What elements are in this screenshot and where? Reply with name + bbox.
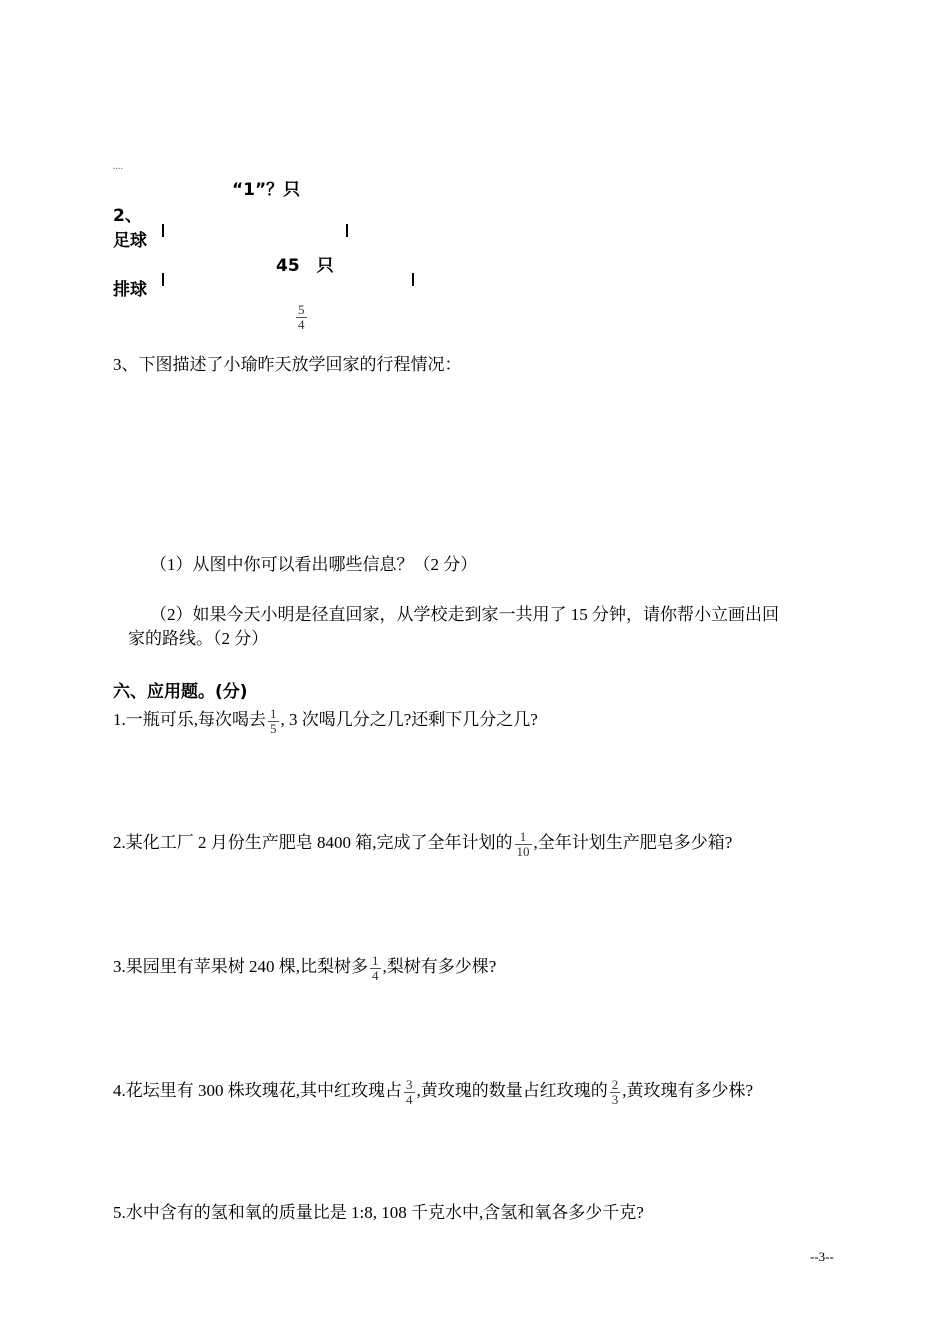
diagram-fraction: $\frac{5}{4}$ [298,302,305,332]
problem-4: 4.花坛里有 300 株玫瑰花,其中红玫瑰占 $\frac{3}{4}$ ,黄玫瑰的数量占红玫瑰的 $\frac{2}{3}$ ,黄玫瑰有多少株? [113,1076,754,1107]
football-end-tick [346,224,348,237]
fraction: $\frac{1}{5}$ [270,705,277,736]
question-3-sub1: （1）从图中你可以看出哪些信息？（2 分） [150,555,478,574]
football-label: 足球 [113,231,147,251]
fraction: $\frac{2}{3}$ [611,1076,619,1107]
problem-2: 2.某化工厂 2 月份生产肥皂 8400 箱,完成了全年计划的 $\frac{1}{10}$ ,全年计划生产肥皂多少箱? [113,828,733,859]
volleyball-label: 排球 [113,280,147,300]
football-start-tick [162,224,164,237]
problem-1: 1.一瓶可乐,每次喝去 $\frac{1}{5}$ , 3 次喝几分之几?还剩下几分之几? [113,705,538,736]
problem-3: 3.果园里有苹果树 240 棵,比梨树多 $\frac{1}{4}$ ,梨树有多少棵? [113,952,497,983]
question-3-sub2-line1: （2）如果今天小明是径直回家，从学校走到家一共用了 15 分钟，请你帮小立画出回 [150,605,779,624]
fraction: $\frac{1}{10}$ [516,828,530,859]
dot-mark: .... [113,161,123,172]
question-3-title: 3、下图描述了小瑜昨天放学回家的行程情况： [113,355,462,374]
fraction: $\frac{3}{4}$ [406,1076,413,1107]
question-3-sub2-line2: 家的路线。（2 分） [128,629,269,648]
page-number: --3-- [810,1249,834,1264]
problem-5: 5.水中含有的氢和氧的质量比是 1:8, 108 千克水中,含氢和氧各多少千克? [113,1203,644,1222]
diagram-mid-label: 45 只 [276,256,334,276]
question-2-label: 2、 [113,206,142,226]
section-6-title: 六、应用题。(分) [113,682,248,702]
fraction: $\frac{1}{4}$ [372,952,379,983]
diagram-top-label: “1”？只 [232,180,301,200]
volleyball-start-tick [162,273,164,286]
volleyball-end-tick [412,273,414,286]
